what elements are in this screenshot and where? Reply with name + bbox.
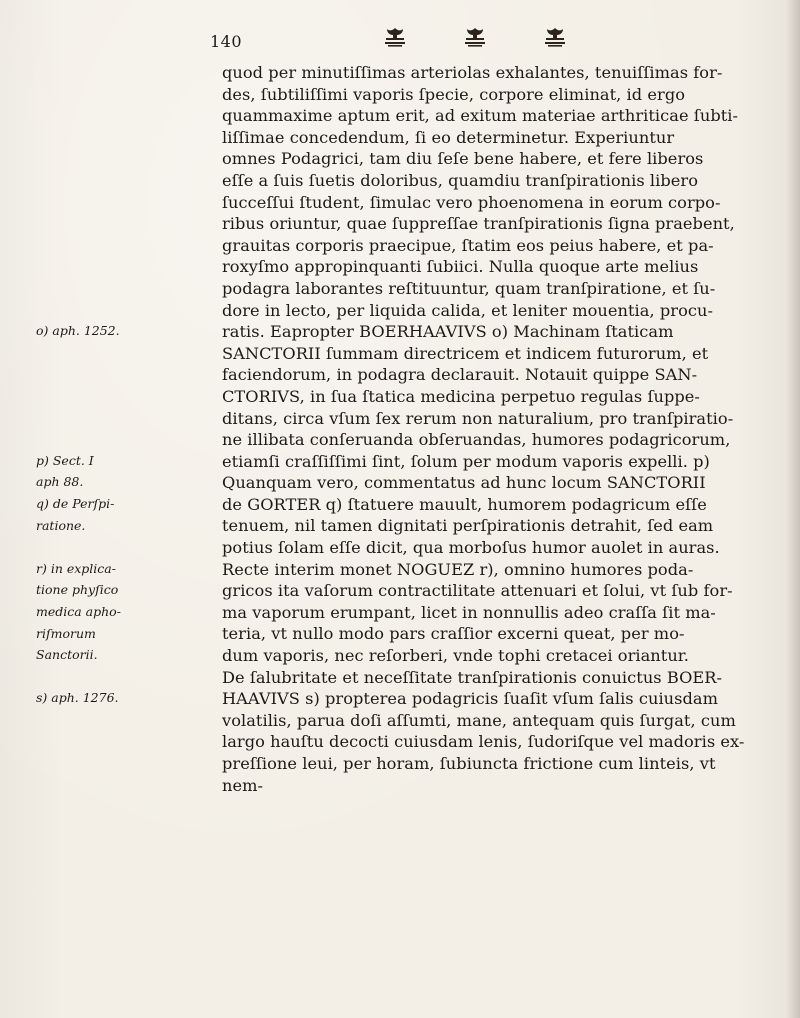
- margin-note: p) Sect. I: [36, 452, 94, 468]
- body-text: [222, 62, 782, 796]
- text-line: potius ſolam eſſe dicit, qua morboſus humor auolet in auras.: [222, 538, 720, 558]
- margin-note: medica apho-: [36, 604, 121, 619]
- text-line: ribus oriuntur, quae ſuppreſſae tranſpirationis ſigna praebent,: [222, 214, 735, 234]
- text-line: gricos ita vaſorum contractilitate attenuari et ſolui, vt ſub for-: [222, 581, 733, 601]
- fleuron-icon: [462, 26, 488, 48]
- text-line: CTORIVS, in ſua ſtatica medicina perpetuo regulas ſuppe-: [222, 386, 700, 406]
- text-line: Recte interim monet NOGUEZ r), omnino humores poda-: [222, 559, 694, 579]
- text-line: etiamſi craſſiſſimi ſint, ſolum per modum vaporis expelli. p): [222, 451, 710, 471]
- text-line: eſſe a ſuis ſuetis doloribus, quamdiu tranſpirationis libero: [222, 170, 698, 190]
- text-line: ne illibata conſeruanda obſeruandas, humores podagricorum,: [222, 430, 731, 450]
- text-line: HAAVIVS s) propterea podagricis ſuaſit vſum ſalis cuiusdam: [222, 689, 719, 709]
- text-line: quod per minutiſſimas arteriolas exhalantes, tenuiſſimas for-: [222, 63, 723, 82]
- margin-note: o) aph. 1252.: [36, 323, 120, 339]
- fleuron-icon: [542, 26, 568, 48]
- text-line: volatilis, parua doſi aſſumti, mane, antequam quis ſurgat, cum: [222, 710, 736, 730]
- page-edge-shadow: [786, 0, 800, 1018]
- margin-note: q) de Perſpi-: [36, 496, 115, 511]
- margin-note: s) aph. 1276.: [36, 690, 119, 706]
- page-number: 140: [210, 32, 243, 51]
- text-line: De ſalubritate et neceſſitate tranſpirationis conuictus BOER-: [222, 667, 723, 687]
- margin-note: Sanctorii.: [36, 647, 98, 663]
- margin-note: riſmorum: [36, 625, 96, 641]
- text-line: des, ſubtiliſſimi vaporis ſpecie, corpore eliminat, id ergo: [222, 84, 686, 104]
- text-line: ratis. Eapropter BOERHAAVIVS o) Machinam ſtaticam: [222, 322, 674, 342]
- fleuron-icon: [382, 26, 408, 48]
- text-line: dum vaporis, nec reſorberi, vnde tophi cretacei oriantur.: [222, 646, 690, 666]
- text-line: de GORTER q) ſtatuere mauult, humorem podagricum eſſe: [222, 494, 707, 514]
- text-line: ditans, circa vſum ſex rerum non naturalium, pro tranſpiratio-: [222, 408, 734, 428]
- text-line: SANCTORII ſummam directricem et indicem futurorum, et: [222, 343, 709, 363]
- text-line: ma vaporum erumpant, licet in nonnullis adeo craſſa ſit ma-: [222, 602, 716, 622]
- text-line: tenuem, nil tamen dignitati perſpirationis detrahit, ſed eam: [222, 516, 714, 536]
- text-line: faciendorum, in podagra declarauit. Notauit quippe SAN-: [222, 365, 698, 385]
- margin-note: r) in explica-: [36, 560, 116, 576]
- text-line: grauitas corporis praecipue, ſtatim eos peius habere, et pa-: [222, 235, 714, 255]
- margin-note: tione phyſico: [36, 582, 119, 598]
- text-line: nem-: [222, 775, 264, 795]
- text-line: liſſimae concedendum, ſi eo determinetur. Experiuntur: [222, 127, 675, 147]
- text-line: roxyſmo appropinquanti ſubiici. Nulla quoque arte melius: [222, 257, 699, 277]
- margin-note: aph 88.: [36, 474, 84, 490]
- margin-note: ratione.: [36, 517, 86, 533]
- header-ornaments: [382, 26, 652, 48]
- text-line: largo hauſtu decocti cuiusdam lenis, ſudoriſque vel madoris ex-: [222, 732, 745, 752]
- text-line: dore in lecto, per liquida calida, et leniter mouentia, procu-: [222, 300, 713, 320]
- text-line: podagra laborantes reſtituuntur, quam tranſpiratione, et ſu-: [222, 278, 716, 298]
- text-line: teria, vt nullo modo pars craſſior excerni queat, per mo-: [222, 624, 685, 644]
- text-line: quammaxime aptum erit, ad exitum materiae arthriticae ſubti-: [222, 106, 739, 126]
- text-line: ſucceſſui ſtudent, ſimulac vero phoenomena in eorum corpo-: [222, 192, 721, 212]
- text-line: preſſione leui, per horam, ſubiuncta frictione cum linteis, vt: [222, 754, 716, 773]
- text-line: Quanquam vero, commentatus ad hunc locum SANCTORII: [222, 473, 706, 493]
- text-line: omnes Podagrici, tam diu ſeſe bene habere, et fere liberos: [222, 149, 704, 169]
